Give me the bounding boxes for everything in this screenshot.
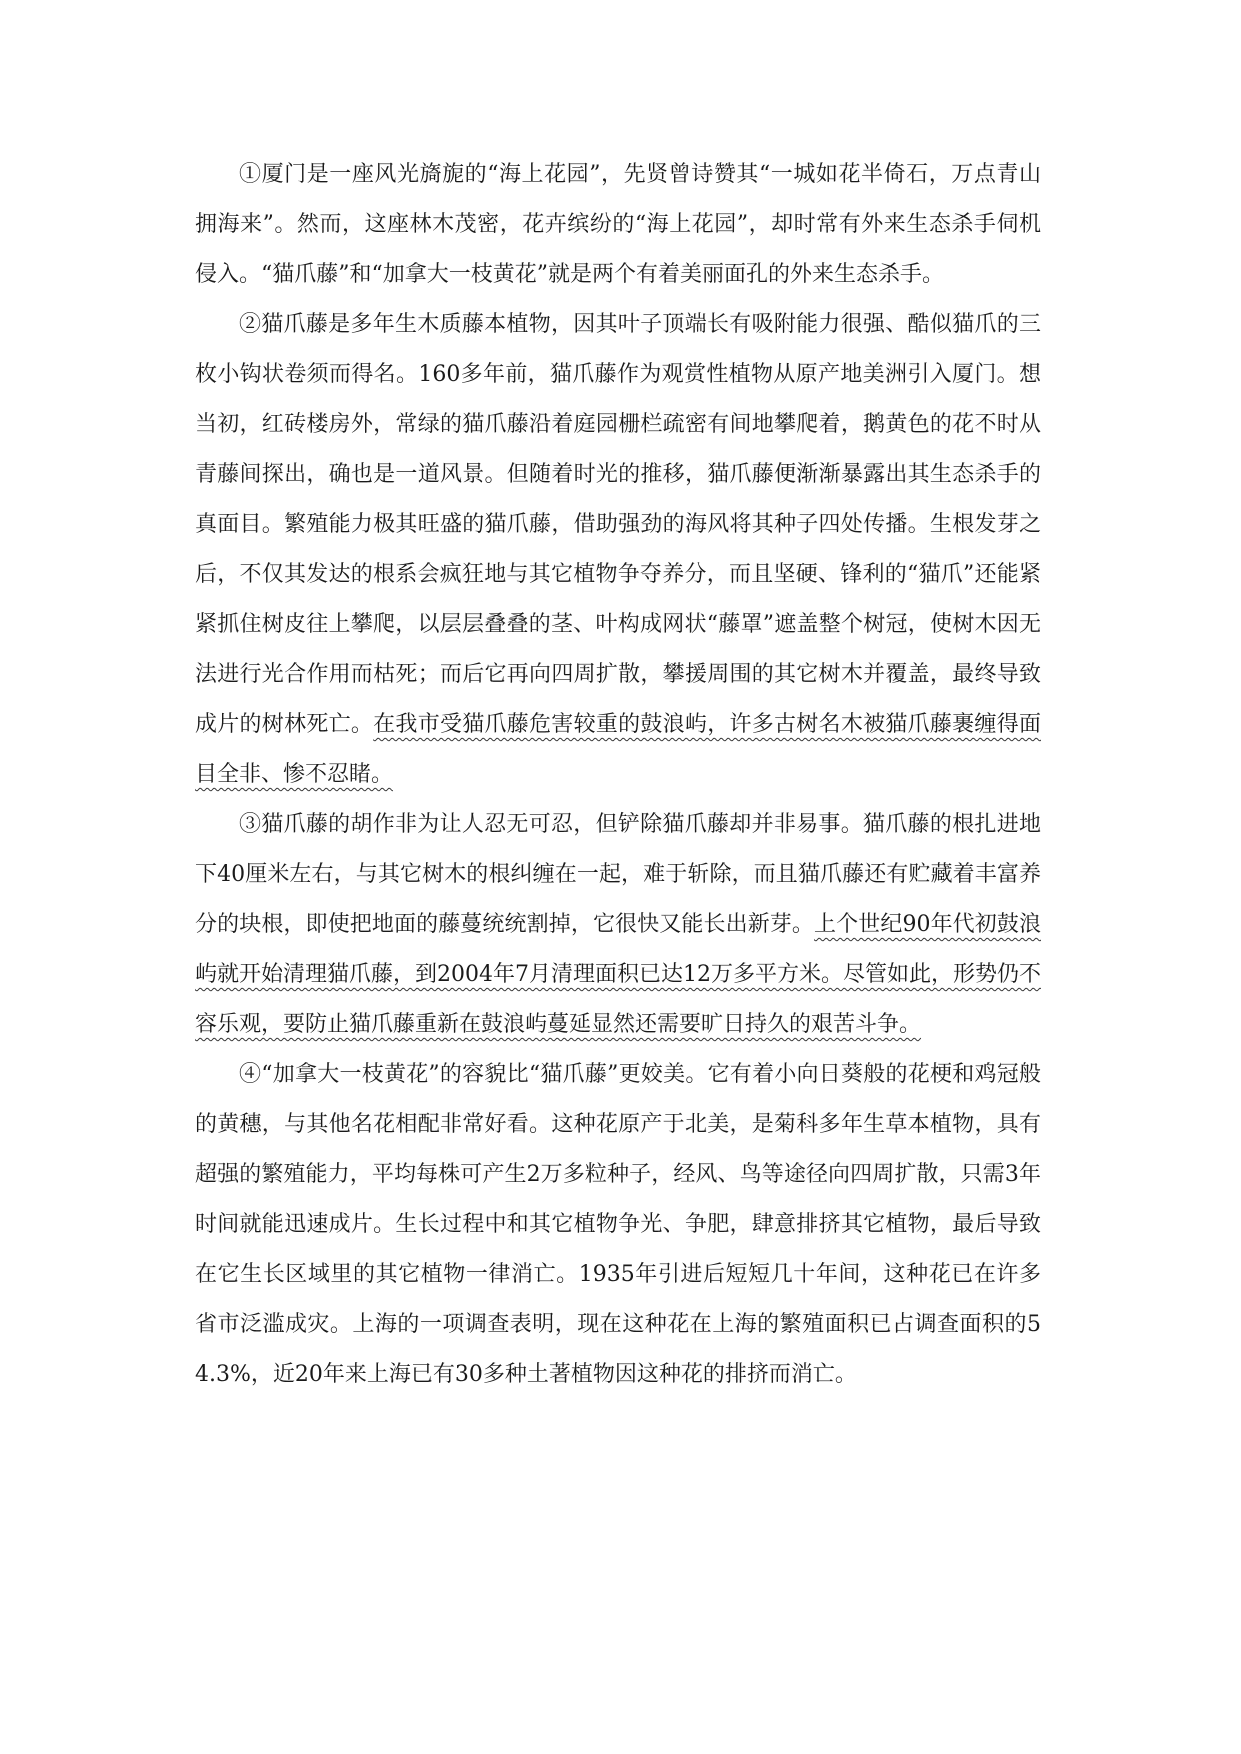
paragraph-2 [195, 300, 1041, 800]
paragraph-3-text: ③猫爪藤的胡作非为让人忍无可忍，但铲除猫爪藤却并非易事。猫爪藤的根扎进地下40厘米左右，与其它树木的根纠缠在一起，难于斩除，而且猫爪藤还有贮藏着丰富养分的块根，即使把地面的藤蔓统统割掉，它很快又能长出新芽。 [195, 812, 1041, 937]
paragraph-4 [195, 1050, 1041, 1400]
document-body [195, 150, 1041, 1400]
paragraph-1-text: ①厦门是一座风光旖旎的“海上花园”，先贤曾诗赞其“一城如花半倚石，万点青山拥海来”。然而，这座林木茂密，花卉缤纷的“海上花园”，却时常有外来生态杀手伺机侵入。“猫爪藤”和“加拿大一枝黄花”就是两个有着美丽面孔的外来生态杀手。 [195, 162, 1041, 287]
paragraph-2-text: ②猫爪藤是多年生木质藤本植物，因其叶子顶端长有吸附能力很强、酷似猫爪的三枚小钩状卷须而得名。160多年前，猫爪藤作为观赏性植物从原产地美洲引入厦门。想当初，红砖楼房外，常绿的猫爪藤沿着庭园栅栏疏密有间地攀爬着，鹅黄色的花不时从青藤间探出，确也是一道风景。但随着时光的推移，猫爪藤便渐渐暴露出其生态杀手的真面目。繁殖能力极其旺盛的猫爪藤，借助强劲的海风将其种子四处传播。生根发芽之后，不仅其发达的根系会疯狂地与其它植物争夺养分，而且坚硬、锋利的“猫爪”还能紧紧抓住树皮往上攀爬，以层层叠叠的茎、叶构成网状“藤罩”遮盖整个树冠，使树木因无法进行光合作用而枯死；而后它再向四周扩散，攀援周围的其它树木并覆盖，最终导致成片的树林死亡。 [195, 312, 1041, 737]
paragraph-3 [195, 800, 1041, 1050]
paragraph-3-underlined-text: 上个世纪90年代初鼓浪屿就开始清理猫爪藤，到2004年7月清理面积已达12万多平方米。尽管如此，形势仍不容乐观，要防止猫爪藤重新在鼓浪屿蔓延显然还需要旷日持久的艰苦斗争。 [195, 912, 1041, 1037]
paragraph-4-text: ④“加拿大一枝黄花”的容貌比“猫爪藤”更姣美。它有着小向日葵般的花梗和鸡冠般的黄穗，与其他名花相配非常好看。这种花原产于北美，是菊科多年生草本植物，具有超强的繁殖能力，平均每株可产生2万多粒种子，经风、鸟等途径向四周扩散，只需3年时间就能迅速成片。生长过程中和其它植物争光、争肥，肆意排挤其它植物，最后导致在它生长区域里的其它植物一律消亡。1935年引进后短短几十年间，这种花已在许多省市泛滥成灾。上海的一项调查表明，现在这种花在上海的繁殖面积已占调查面积的54.3%，近20年来上海已有30多种土著植物因这种花的排挤而消亡。 [195, 1062, 1041, 1387]
paragraph-1 [195, 150, 1041, 300]
paragraph-2-underlined-text: 在我市受猫爪藤危害较重的鼓浪屿，许多古树名木被猫爪藤裹缠得面目全非、惨不忍睹。 [195, 712, 1041, 787]
